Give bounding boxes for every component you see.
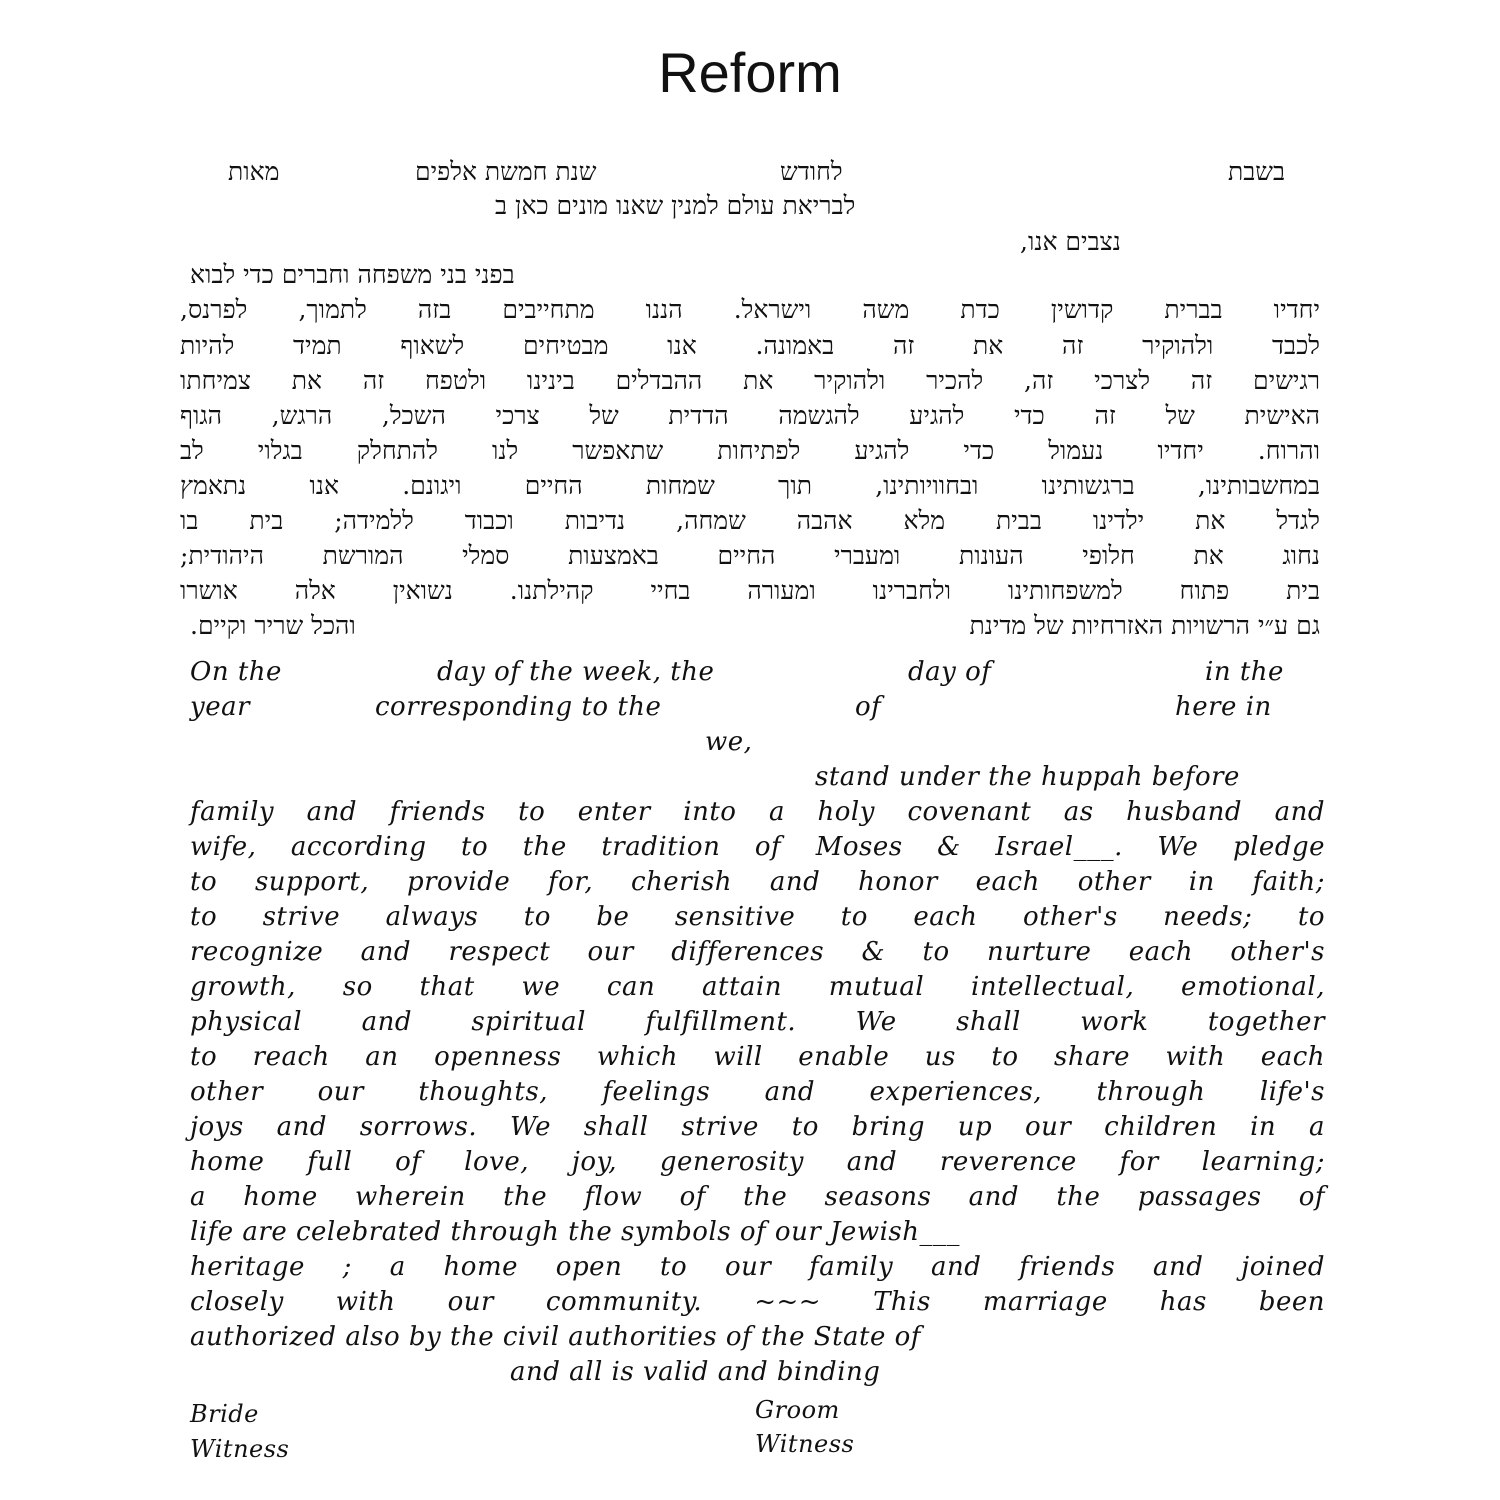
english-body-line-16: authorized also by the civil authorities of the State of — [190, 1322, 921, 1352]
english-body-line-6: growth, so that we can attain mutual intellectual, emotional, — [190, 972, 1325, 1002]
hebrew-header-word-3: שנת חמשת אלפים — [415, 157, 597, 186]
hebrew-line-8: לגדל את ילדינו בבית מלא אהבה שמחה, נדיבות וכבוד ללמידה; בית בו — [180, 506, 1320, 535]
english-line-2-part-1: year — [190, 692, 251, 722]
hebrew-line-10: בית פתוח למשפחותינו ולחברינו ומעורה בחיי קהילתנו. נשואין אלה אושרו — [180, 576, 1320, 605]
hebrew-line-7: במחשבותינו, ברגשותינו ובחוויותינו, תוך שמחות החיים ויגונם. אנו נתאמץ — [180, 471, 1320, 500]
hebrew-header-word-4: מאות — [228, 157, 280, 186]
hebrew-header-line-2: לבריאת עולם למנין שאנו מונים כאן ב — [495, 191, 856, 220]
english-line-2-part-2: corresponding to the — [375, 692, 662, 722]
hebrew-header-line-3: נצבים אנו, — [1020, 227, 1121, 256]
english-body-line-12: a home wherein the flow of the seasons and the passages of — [190, 1182, 1325, 1212]
hebrew-line-6: והרוח. יחדיו נעמול כדי להגיע לפתיחות שתאפשר לנו להתחלק בגלוי לב — [180, 436, 1320, 465]
hebrew-line-9: נחוג את חלופי העונות ומעברי החיים באמצעות סמלי המורשת היהודית; — [180, 541, 1320, 570]
english-line-2-part-3: of — [855, 692, 882, 722]
english-body-line-7: physical and spiritual fulfillment. We shall work together — [190, 1007, 1325, 1037]
english-line-1-part-1: On the — [190, 657, 282, 687]
english-body-line-11: home full of love, joy, generosity and reverence for learning; — [190, 1147, 1325, 1177]
hebrew-line-4: רגישים זה לצרכי זה, להכיר ולהוקיר את ההבדלים בינינו ולטפח זה את צמיחתו — [180, 366, 1320, 395]
english-closing-line: and all is valid and binding — [510, 1357, 881, 1387]
english-body-line-10: joys and sorrows. We shall strive to bring up our children in a — [190, 1112, 1325, 1142]
english-line-4: stand under the huppah before — [815, 762, 1240, 792]
english-body-line-4: to strive always to be sensitive to each other's needs; to — [190, 902, 1325, 932]
hebrew-line-11-end: והכל שריר וקיים. — [190, 611, 356, 640]
english-line-1-part-3: day of — [908, 657, 992, 687]
hebrew-line-3: לכבד ולהוקיר זה את זה באמונה. אנו מבטיחים לשאוף תמיד להיות — [180, 331, 1320, 360]
english-line-2-part-4: here in — [1175, 692, 1272, 722]
hebrew-line-5: האישית של זה כדי להגיע להגשמה הדדית של צרכי השכל, הרגש, הגוף — [180, 401, 1320, 430]
hebrew-line-1: בפני בני משפחה וחברים כדי לבוא — [190, 260, 515, 289]
hebrew-header-word-1: בשבת — [1227, 157, 1285, 186]
english-body-line-9: other our thoughts, feelings and experiences, through life's — [190, 1077, 1325, 1107]
english-line-3: we, — [705, 727, 753, 757]
english-line-1-part-2: day of the week, the — [437, 657, 715, 687]
bride-label: Bride — [190, 1400, 259, 1428]
english-body-line-3: to support, provide for, cherish and honor each other in faith; — [190, 867, 1325, 897]
english-body-line-2: wife, according to the tradition of Moses & Israel___. We pledge — [190, 832, 1325, 862]
english-body-line-8: to reach an openness which will enable us to share with each — [190, 1042, 1325, 1072]
witness-left-label: Witness — [190, 1435, 290, 1463]
hebrew-line-2: יחדיו בברית קדושין כדת משה וישראל. הננו מתחייבים בזה לתמוך, לפרנס, — [180, 295, 1320, 324]
groom-label: Groom — [755, 1396, 840, 1424]
english-body-line-14: heritage ; a home open to our family and friends and joined — [190, 1252, 1325, 1282]
english-line-1-part-4: in the — [1205, 657, 1284, 687]
english-body-line-5: recognize and respect our differences & to nurture each other's — [190, 937, 1325, 967]
witness-right-label: Witness — [755, 1430, 855, 1458]
english-body-line-1: family and friends to enter into a holy covenant as husband and — [190, 797, 1325, 827]
english-body-line-13: life are celebrated through the symbols of our Jewish___ — [190, 1217, 960, 1247]
page-title: Reform — [658, 41, 842, 104]
english-body-line-15: closely with our community. ~~~ This marriage has been — [190, 1287, 1325, 1317]
hebrew-line-11: גם ע״י הרשויות האזרחיות של מדינת — [969, 611, 1320, 640]
hebrew-header-word-2: לחודש — [780, 157, 843, 186]
